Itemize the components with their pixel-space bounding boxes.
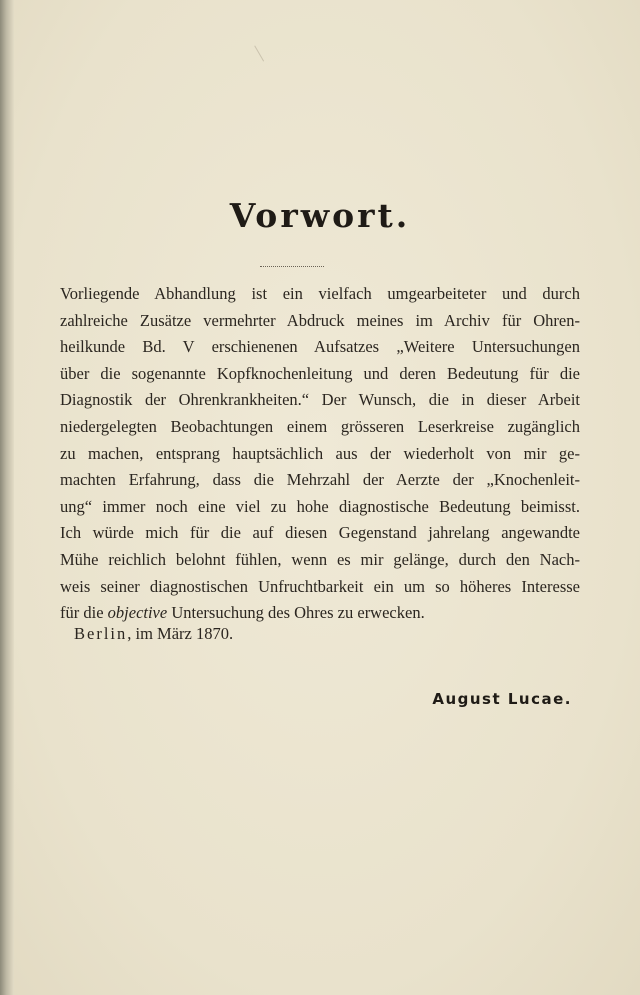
paragraph-line: zu machen, entsprang hauptsächlich aus der wiederholt von mir ge-	[60, 443, 580, 463]
dotted-divider	[260, 266, 324, 267]
paragraph-line: Mühe reichlich belohnt fühlen, wenn es mir gelänge, durch den Nach-	[60, 549, 580, 569]
paragraph-line: machten Erfahrung, dass die Mehrzahl der Aerzte der „Knochenleit-	[60, 470, 580, 490]
last-line-end: Untersuchung des Ohres zu erwecken.	[167, 603, 425, 623]
page-title: Vorwort.	[229, 196, 411, 235]
binding-gutter	[0, 0, 14, 995]
emphasized-word: objective	[107, 603, 168, 623]
paragraph-line: Vorliegende Abhandlung ist ein vielfach umgearbeiteter und durch	[60, 284, 580, 303]
paper-mark	[254, 40, 273, 61]
author-signature: August Lucae.	[432, 690, 572, 708]
paragraph-line: zahlreiche Zusätze vermehrter Abdruck meines im Archiv für Ohren-	[60, 310, 580, 330]
paragraph-line: Diagnostik der Ohrenkrankheiten.“ Der Wunsch, die in dieser Arbeit	[60, 390, 580, 410]
paragraph-line: Ich würde mich für die auf diesen Gegenstand jahrelang angewandte	[60, 523, 580, 543]
dateline	[74, 624, 233, 644]
paragraph-line: niedergelegten Beobachtungen einem grösseren Leserkreise zugänglich	[60, 416, 580, 436]
paragraph-line: ung“ immer noch eine viel zu hohe diagnostische Bedeutung beimisst.	[60, 496, 580, 516]
dateline-city: Berlin	[74, 624, 128, 643]
paragraph-line: heilkunde Bd. V erschienenen Aufsatzes „Weitere Untersuchungen	[60, 337, 580, 357]
paragraph-line: weis seiner diagnostischen Unfruchtbarkeit ein um so höheres Interesse	[60, 576, 580, 596]
preface-paragraph	[60, 281, 580, 627]
paragraph-line: über die sogenannte Kopfknochenleitung und deren Bedeutung für die	[60, 363, 580, 383]
dateline-date: , im März 1870.	[127, 624, 234, 643]
last-line-start: für die	[60, 603, 108, 623]
paragraph-last-line	[60, 600, 580, 627]
